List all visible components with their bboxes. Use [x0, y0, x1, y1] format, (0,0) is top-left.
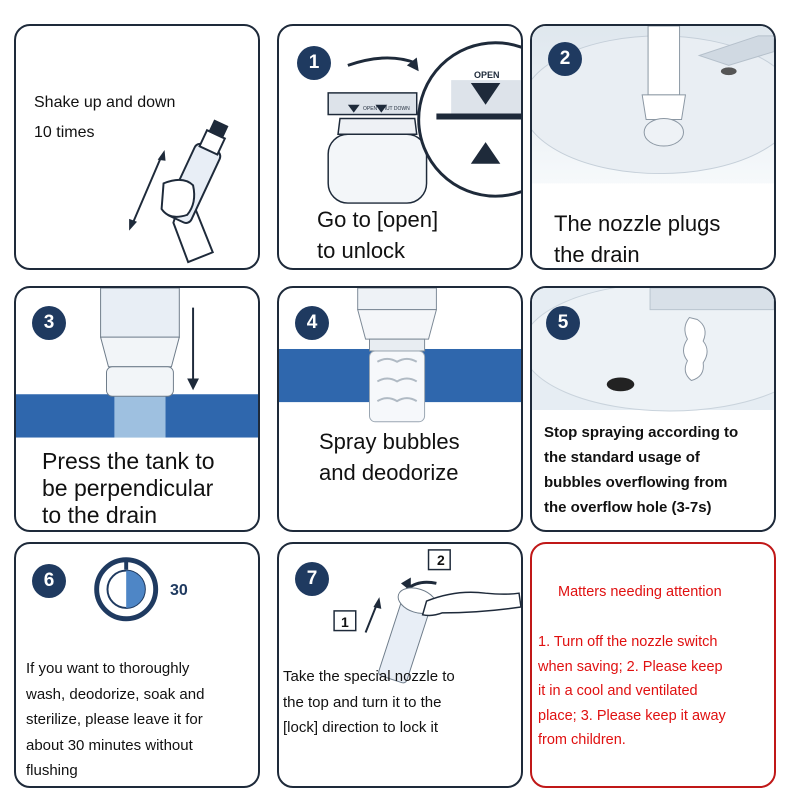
panel-step-4 — [277, 286, 523, 532]
step-4-instruction: Spray bubbles and deodorize — [319, 429, 460, 485]
cap-open-label: OPEN — [363, 106, 378, 112]
open-label: OPEN — [474, 70, 500, 80]
step-number-badge: 2 — [548, 42, 582, 76]
timer-value: 30 — [170, 582, 188, 599]
panel-step-5 — [530, 286, 776, 532]
step-number-badge: 4 — [295, 306, 329, 340]
panel-step-3 — [14, 286, 260, 532]
label-1: 1 — [341, 614, 349, 630]
step-number-badge: 5 — [546, 306, 580, 340]
panel-shake — [14, 24, 260, 270]
step-number-badge: 7 — [295, 562, 329, 596]
step-6-instruction: If you want to thoroughly wash, deodorize, soak and sterilize, please leave it for about 30 minutes without flushing — [26, 660, 205, 779]
panel-step-7 — [277, 542, 523, 788]
panel-attention — [530, 542, 776, 788]
step-3-instruction: Press the tank to be perpendicular to the drain — [42, 448, 215, 528]
step-number-badge: 6 — [32, 564, 66, 598]
step-7-instruction: Take the special nozzle to the top and turn it to the [lock] direction to lock it — [283, 668, 455, 736]
step-number-badge: 1 — [297, 46, 331, 80]
step-1-instruction: Go to [open] to unlock — [317, 207, 439, 263]
shake-instruction: Shake up and down 10 times — [34, 94, 176, 141]
cap-shut-label: SHUT DOWN — [379, 106, 410, 112]
panel-step-2 — [530, 24, 776, 270]
attention-title: Matters needing attention — [558, 584, 722, 600]
step-2-instruction: The nozzle plugs the drain — [554, 211, 721, 267]
panel-step-1 — [277, 24, 523, 270]
attention-list: 1. Turn off the nozzle switch when saving; 2. Please keep it in a cool and ventilated place; 3. Please keep it away from children. — [538, 634, 726, 748]
step-5-instruction: Stop spraying according to the standard usage of bubbles overflowing from the overflow hole (3-7s) — [544, 424, 739, 516]
panel-step-6 — [14, 542, 260, 788]
step-number-badge: 3 — [32, 306, 66, 340]
label-2: 2 — [437, 552, 445, 568]
